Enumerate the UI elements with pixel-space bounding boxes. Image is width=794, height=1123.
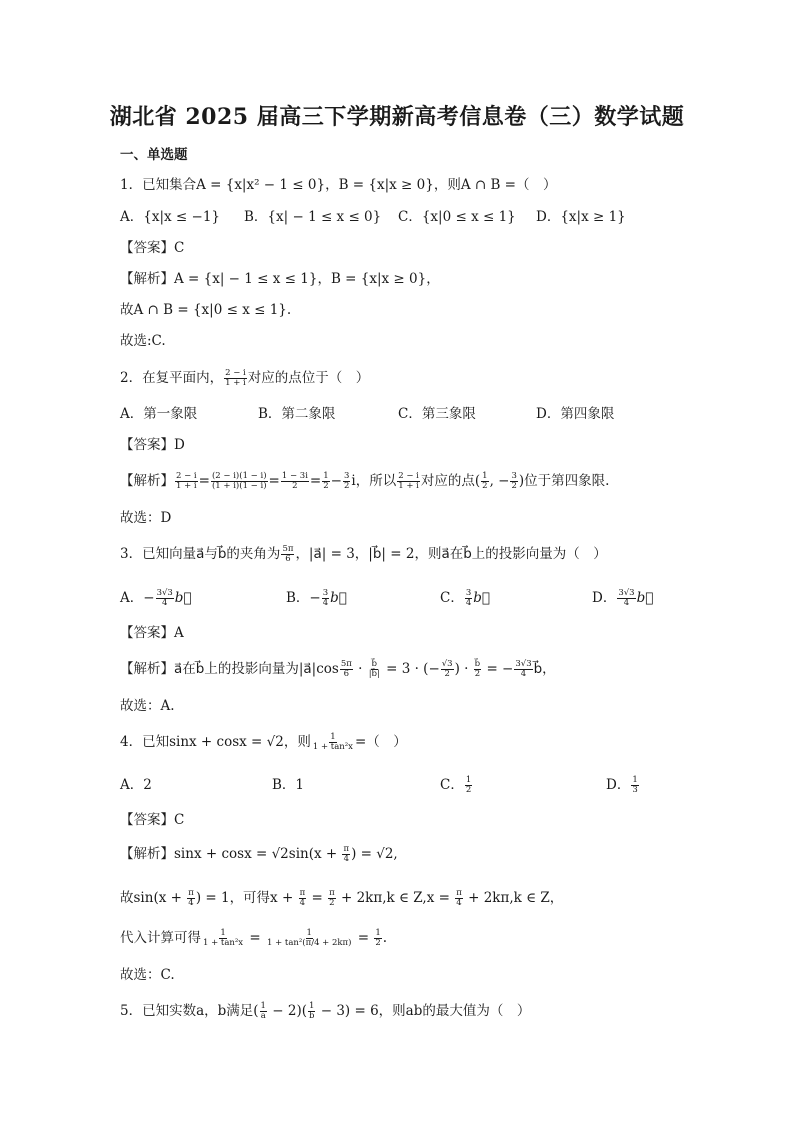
frac-numerator: π [188,888,194,898]
frac-numerator: 3 [511,471,517,481]
q1-conclusion: 故选:C. [120,333,166,349]
frac-numerator: √3 [441,659,453,669]
q4-a2-frac-4 [455,889,463,908]
q4-a2-frac-1 [187,889,195,908]
q3-analysis-prefix: 【解析】a⃗在b⃗上的投影向量为|a⃗|cos [120,661,339,677]
frac-numerator: 3 [343,471,350,481]
frac-denominator: 4 [456,898,462,908]
q4-a3-frac-3 [374,929,381,948]
frac-numerator: 3 [465,588,472,598]
q4-a1-fraction [342,845,350,864]
frac-denominator: 2 [465,785,472,795]
page-title: 湖北省 2025 届高三下学期新高考信息卷（三）数学试题 [109,104,685,130]
frac-denominator: 1 + i [398,481,419,491]
q4-option-c [440,776,473,795]
frac-denominator: 2 [474,669,481,679]
q4-a3-frac-2 [266,929,352,948]
frac-denominator: 2 [292,481,298,491]
frac-numerator: 1 − 3i [281,471,308,481]
q5-stem-prefix: 5．已知实数a，b满足( [120,1003,259,1019]
frac-numerator: π [456,888,462,898]
frac-denominator: 6 [285,554,291,564]
q4-stem-suffix: =（ ） [354,734,407,750]
q3-analysis-frac-unit [368,660,381,679]
q4-option-a: A．2 [120,777,152,793]
q2-analysis-frac-3 [281,472,309,491]
q2-stem [120,369,369,388]
frac-denominator: 1 + tan²x [203,938,244,948]
q4-option-d [606,776,640,795]
q4-stem-prefix: 4．已知sinx + cosx = √2，则 [120,734,311,750]
option-fraction [322,589,329,608]
frac-denominator: 4 [520,669,527,679]
frac-denominator: 4 [465,598,472,608]
option-fraction [156,589,174,608]
frac-denominator: 2 [444,669,450,679]
q4-analysis-line-2 [120,889,563,908]
q1-analysis-line-1: 【解析】A = {x| − 1 ≤ x ≤ 1}，B = {x|x ≥ 0}， [120,271,440,287]
q2-analysis-point-text: 对应的点( [420,473,481,489]
q3-analysis-mid: = − [482,661,514,677]
q2-fraction [224,369,247,388]
q1-option-d: D．{x|x ≥ 1} [536,209,626,225]
q3-option-d [592,589,653,608]
q2-analysis-frac-8 [510,472,517,491]
q3-angle-fraction [281,545,294,564]
q2-conclusion: 故选：D [120,510,172,526]
frac-numerator: 3 [322,588,329,598]
q4-a1-suffix: ) = √2, [351,846,398,862]
frac-denominator: 1 + tan²(π/4 + 2kπ) [267,938,352,948]
q2-option-d: D．第四象限 [536,406,615,422]
frac-denominator: 2 [343,481,350,491]
q1-option-b: B．{x| − 1 ≤ x ≤ 0} [244,209,382,225]
frac-numerator: π [343,844,350,854]
option-label: A． [120,590,144,606]
q3-answer: 【答案】A [120,625,184,641]
q3-stem-prefix: 3．已知向量a⃗与b⃗的夹角为 [120,546,281,562]
q1-analysis-line-2: 故A ∩ B = {x|0 ≤ x ≤ 1}. [120,302,292,318]
q3-option-a [120,589,192,608]
q1-option-a: A．{x|x ≤ −1} [120,209,220,225]
q3-option-c [440,589,490,608]
option-sign: − [309,590,321,606]
frac-numerator: 3√3 [515,659,532,669]
option-fraction [465,776,472,795]
q3-analysis-dot: · [353,661,367,677]
frac-numerator: 1 [260,1001,266,1011]
q2-analysis-frac-6 [397,472,420,491]
option-fraction [465,589,472,608]
q2-option-c: C．第三象限 [398,406,476,422]
q2-fraction-numerator: 2 − i [225,368,246,378]
q4-a3-prefix: 代入计算可得 [120,930,201,946]
option-label: C． [440,777,464,793]
frac-numerator: 1 [375,928,381,938]
frac-denominator: 2 [323,481,329,491]
q3-stem-suffix: ，|a⃗| = 3，|b⃗| = 2，则a⃗在b⃗上的投影向量为（ ） [295,546,607,562]
frac-denominator: b [309,1011,315,1021]
option-fraction [631,776,638,795]
frac-denominator: 4 [188,898,194,908]
q3-analysis-end: b⃗， [533,661,556,677]
frac-numerator: π [329,888,335,898]
frac-numerator: b⃗ [474,659,481,669]
q4-stem [120,733,407,752]
q3-analysis-frac-half [474,660,481,679]
q2-analysis-tail: )位于第四象限. [518,473,610,489]
frac-denominator: 2 [375,938,381,948]
q5-stem [120,1002,530,1021]
q4-option-b: B．1 [272,777,305,793]
q5-frac-2 [308,1002,315,1021]
q2-analysis-frac-7 [481,472,488,491]
option-vector: b⃗ [473,590,491,606]
option-sign: − [143,590,155,606]
q4-a3-frac-1 [202,929,244,948]
option-vector: b⃗ [330,590,347,606]
q2-analysis-frac-1 [175,472,198,491]
frac-numerator: 1 [330,732,336,742]
q4-a2-frac-2 [299,889,307,908]
q2-analysis-middle: ，所以 [355,473,397,489]
option-label: B． [286,590,310,606]
frac-numerator: b⃗ [371,659,377,669]
q4-analysis-line-3: 代入计算可得 $\frac{1}{\text{1 + tan²x}}$ = $\frac{1}{\text{1 + tan²(π/4 + 2kπ)}}$ = $\frac{1}{2}$ . [120,928,388,948]
frac-denominator: |b⃗| [368,669,380,679]
frac-numerator: 1 [323,471,329,481]
q3-analysis-frac-angle [340,660,353,679]
frac-numerator: 3√3 [156,588,173,598]
q3-analysis [120,660,556,679]
q2-analysis-prefix: 【解析】 [120,473,174,489]
section-heading: 一、单选题 [120,147,188,163]
frac-numerator: (2 − i)(1 − i) [211,471,267,481]
q2-analysis-frac-5 [343,472,350,491]
q2-analysis: 【解析】 $\frac{2 - i}{1 + i}$ = $\frac{(2 - i)(1 - i)}{(1 + i)(1 - i)}$ = $\frac{1 - 3i}{2}$ = $\frac{1}{2}$ − $\frac{3}{2}$ i，所以 $\frac{2 - i}{1 + i}$ 对应的点( $\frac{1}{2}$ , − $\frac{3}{2}$ )位于第四象限. [120,471,610,491]
q4-stem-fraction [312,733,354,752]
q5-frac-1 [260,1002,267,1021]
frac-denominator: (1 + i)(1 − i) [211,481,267,491]
frac-numerator: 1 [309,1001,315,1011]
q4-a1-prefix: 【解析】sinx + cosx = √2sin(x + [120,846,342,862]
frac-denominator: 4 [623,598,630,608]
frac-denominator: 4 [299,898,306,908]
q5-stem-mid: − 2)( [267,1003,307,1019]
frac-numerator: 1 [306,928,312,938]
option-label: D． [592,590,617,606]
frac-denominator: a [260,1011,266,1021]
q1-answer: 【答案】C [120,240,185,256]
q2-fraction-denominator: 1 + i [225,378,246,388]
q3-conclusion: 故选：A. [120,698,175,714]
q3-analysis-mid: = 3 · (− [381,661,440,677]
q2-analysis-frac-4 [322,472,329,491]
q2-option-a: A．第一象限 [120,406,198,422]
frac-numerator: 1 [465,775,472,785]
frac-denominator: 4 [343,854,349,864]
q2-analysis-frac-2 [211,472,268,491]
q5-stem-suffix: − 3) = 6，则ab的最大值为（ ） [316,1003,531,1019]
option-fraction [617,589,635,608]
q4-a2-end: + 2kπ,k ∈ Z， [463,890,564,906]
frac-numerator: 1 [482,471,488,481]
frac-numerator: 2 − i [176,471,197,481]
q1-option-c: C．{x|0 ≤ x ≤ 1} [398,209,516,225]
q4-conclusion: 故选：C. [120,967,175,983]
frac-denominator: 2 [511,481,517,491]
q4-a2-prefix: 故sin(x + [120,890,187,906]
frac-numerator: 5π [340,659,352,669]
frac-denominator: 4 [161,598,168,608]
frac-denominator: 2 [482,481,488,491]
option-vector: b⃗ [636,590,654,606]
q3-analysis-frac-cos [441,660,454,679]
frac-denominator: 2 [329,898,335,908]
q4-a2-frac-3 [328,889,336,908]
frac-denominator: 6 [343,669,350,679]
frac-denominator: 4 [322,598,329,608]
q4-analysis-line-1 [120,845,398,864]
q4-a2-mid: ) = 1，可得x + [195,890,298,906]
q3-analysis-mid: ) · [454,661,473,677]
q2-answer: 【答案】D [120,437,185,453]
q3-option-b [286,589,347,608]
q2-stem-prefix: 2．在复平面内， [120,370,224,386]
q2-option-b: B．第二象限 [258,406,336,422]
q1-stem: 1．已知集合A = {x|x² − 1 ≤ 0}，B = {x|x ≥ 0}，则A ∩ B =（ ） [120,177,557,193]
option-label: C． [440,590,464,606]
q4-a2-mid: = [307,890,328,906]
frac-numerator: 1 [220,928,226,938]
q4-a2-mid: + 2kπ,k ∈ Z,x = [336,890,455,906]
frac-numerator: π [299,888,306,898]
option-label: D． [606,777,631,793]
frac-numerator: 3√3 [618,588,635,598]
frac-denominator: 3 [632,785,638,795]
q2-stem-suffix: 对应的点位于（ ） [247,370,370,386]
frac-numerator: 2 − i [398,471,419,481]
option-vector: b⃗ [174,590,192,606]
q4-answer: 【答案】C [120,812,185,828]
frac-denominator: 1 + tan²x [312,742,353,752]
frac-denominator: 1 + i [176,481,197,491]
frac-numerator: 1 [632,775,638,785]
q3-stem [120,545,607,564]
frac-numerator: 5π [282,544,294,554]
q3-analysis-frac-result [514,660,532,679]
